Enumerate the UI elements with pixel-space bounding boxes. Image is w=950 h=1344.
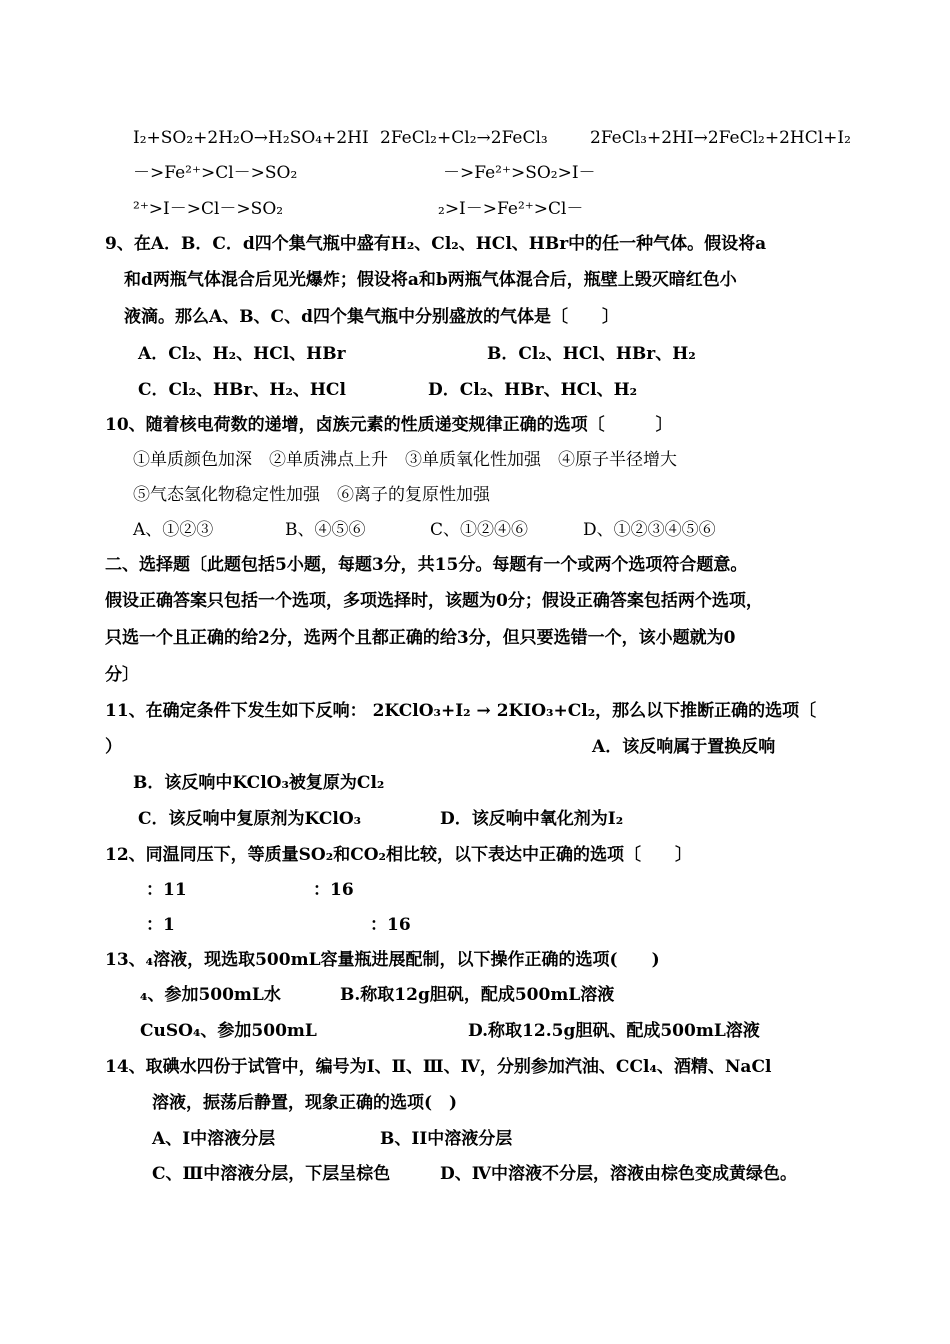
q14-option-d: D、Ⅳ中溶液不分层，溶液由棕色变成黄绿色。 [440,1164,798,1184]
q10-option-d: D、①②③④⑤⑥ [583,520,716,540]
q11-option-a: A．该反响属于置换反响 [592,737,776,757]
q12-option-3: ：1 [146,915,175,935]
q9-option-b: B．Cl₂、HCl、HBr、H₂ [487,344,696,364]
q10-stem: 10、随着核电荷数的递增，卤族元素的性质递变规律正确的选项〔 〕 [105,415,673,435]
q12-option-1: ：11 [146,880,187,900]
q11-option-c: C．该反响中复原剂为KClO₃ [138,809,362,829]
q9-line3: 液滴。那么A、B、C、d四个集气瓶中分别盛放的气体是〔 〕 [124,307,619,327]
q14-option-a: A、Ⅰ中溶液分层 [152,1129,276,1149]
section2-line3: 只选一个且正确的给2分，选两个且都正确的给3分，但只要选错一个，该小题就为0 [105,628,736,648]
q12-stem: 12、同温同压下，等质量SO₂和CO₂相比较，以下表达中正确的选项〔 〕 [105,845,692,865]
q14-line2: 溶液，振荡后静置，现象正确的选项( ) [152,1093,458,1113]
q11-stem: 11、在确定条件下发生如下反响： 2KClO₃+I₂ → 2KIO₃+Cl₂，那么以下推断正确的选项〔 [105,701,817,721]
q13-option-2: B.称取12g胆矾，配成500mL溶液 [340,985,615,1005]
equation-2: 2FeCl₂+Cl₂→2FeCl₃ [380,128,548,148]
section2-line1: 二、选择题〔此题包括5小题，每题3分，共15分。每题有一个或两个选项符合题意。 [105,555,748,575]
q10-option-c: C、①②④⑥ [430,520,529,540]
q14-option-c: C、Ⅲ中溶液分层，下层呈棕色 [152,1164,391,1184]
order-option-b: －>Fe²⁺>SO₂>I－ [443,163,596,183]
order-option-a: －>Fe²⁺>Cl－>SO₂ [133,163,298,183]
q13-option-3: CuSO₄、参加500mL [140,1021,317,1041]
q14-option-b: B、II中溶液分层 [380,1129,513,1149]
q11-option-b: B．该反响中KClO₃被复原为Cl₂ [133,773,385,793]
q14-line1: 14、取碘水四份于试管中，编号为Ⅰ、Ⅱ、Ⅲ、Ⅳ，分别参加汽油、CCl₄、酒精、NaCl [105,1057,772,1077]
q10-items-2: ⑤气态氢化物稳定性加强 ⑥离子的复原性加强 [133,485,490,505]
q11-close-paren: ） [105,737,122,757]
q10-option-b: B、④⑤⑥ [285,520,366,540]
equation-1: I₂+SO₂+2H₂O→H₂SO₄+2HI [133,128,369,148]
q12-option-4: ：16 [370,915,411,935]
order-option-c: ²⁺>I－>Cl－>SO₂ [133,199,284,219]
q9-option-d: D．Cl₂、HBr、HCl、H₂ [428,380,638,400]
q13-option-4: D.称取12.5g胆矾、配成500mL溶液 [468,1021,760,1041]
order-option-d: ₂>I－>Fe²⁺>Cl－ [438,199,584,219]
q10-items-1: ①单质颜色加深 ②单质沸点上升 ③单质氧化性加强 ④原子半径增大 [133,450,677,470]
q9-option-a: A．Cl₂、H₂、HCl、HBr [138,344,346,364]
section2-line2: 假设正确答案只包括一个选项，多项选择时，该题为0分；假设正确答案包括两个选项， [105,591,763,611]
q9-line2: 和d两瓶气体混合后见光爆炸；假设将a和b两瓶气体混合后，瓶壁上毁灭暗红色小 [124,270,737,290]
q9-option-c: C．Cl₂、HBr、H₂、HCl [138,380,346,400]
equation-3: 2FeCl₃+2HI→2FeCl₂+2HCl+I₂ [590,128,851,148]
q12-option-2: ：16 [313,880,354,900]
q11-option-d: D．该反响中氧化剂为I₂ [440,809,624,829]
q13-option-1: ₄、参加500mL水 [140,985,281,1005]
q13-stem: 13、₄溶液，现选取500mL容量瓶进展配制，以下操作正确的选项( ) [105,950,660,970]
section2-line4: 分〕 [105,665,139,685]
q10-option-a: A、①②③ [133,520,214,540]
q9-line1: 9、在A．B．C．d四个集气瓶中盛有H₂、Cl₂、HCl、HBr中的任一种气体。假设将a [105,234,767,254]
